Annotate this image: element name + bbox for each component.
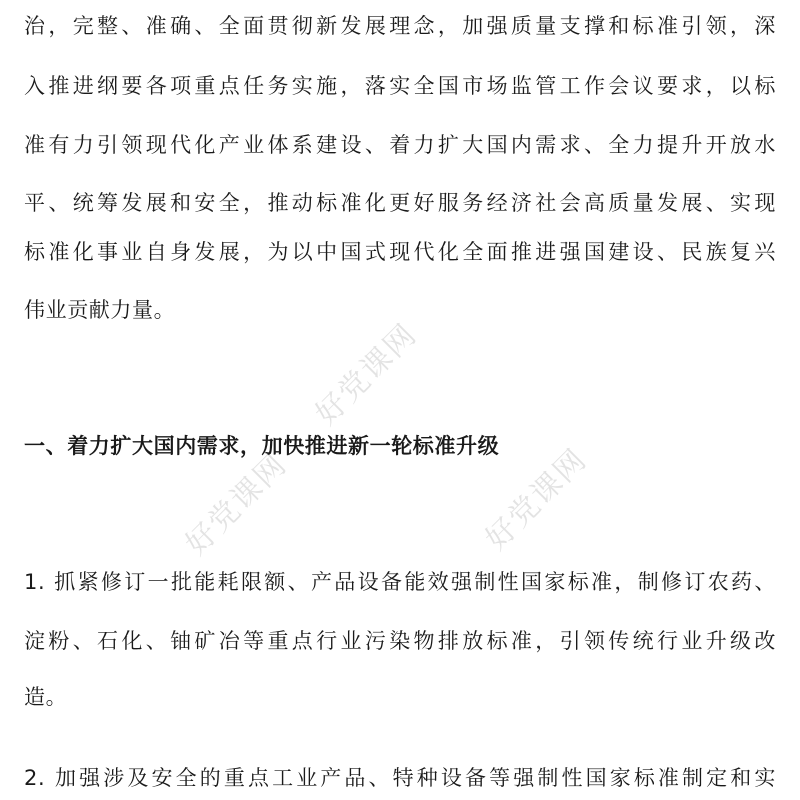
list-item-line: 1. 抓紧修订一批能耗限额、产品设备能效强制性国家标准，制修订农药、: [24, 570, 776, 594]
watermark: 好党课网: [308, 316, 425, 433]
paragraph-line: 准有力引领现代化产业体系建设、着力扩大国内需求、全力提升开放水: [24, 133, 776, 157]
list-item-line: 2. 加强涉及安全的重点工业产品、特种设备等强制性国家标准制定和实: [24, 766, 776, 790]
section-heading: 一、着力扩大国内需求，加快推进新一轮标准升级: [24, 434, 500, 458]
watermark: 好党课网: [178, 446, 295, 563]
paragraph-line: 入推进纲要各项重点任务实施，落实全国市场监管工作会议要求，以标: [24, 74, 776, 98]
list-item-line: 淀粉、石化、铀矿冶等重点行业污染物排放标准，引领传统行业升级改: [24, 629, 776, 653]
paragraph-line: 伟业贡献力量。: [24, 298, 176, 322]
paragraph-line: 治，完整、准确、全面贯彻新发展理念，加强质量支撑和标准引领，深: [24, 14, 776, 38]
paragraph-line: 标准化事业自身发展，为以中国式现代化全面推进强国建设、民族复兴: [24, 240, 776, 264]
list-item-line: 造。: [24, 685, 68, 709]
paragraph-line: 平、统筹发展和安全，推动标准化更好服务经济社会高质量发展、实现: [24, 191, 776, 215]
watermark: 好党课网: [478, 441, 595, 558]
